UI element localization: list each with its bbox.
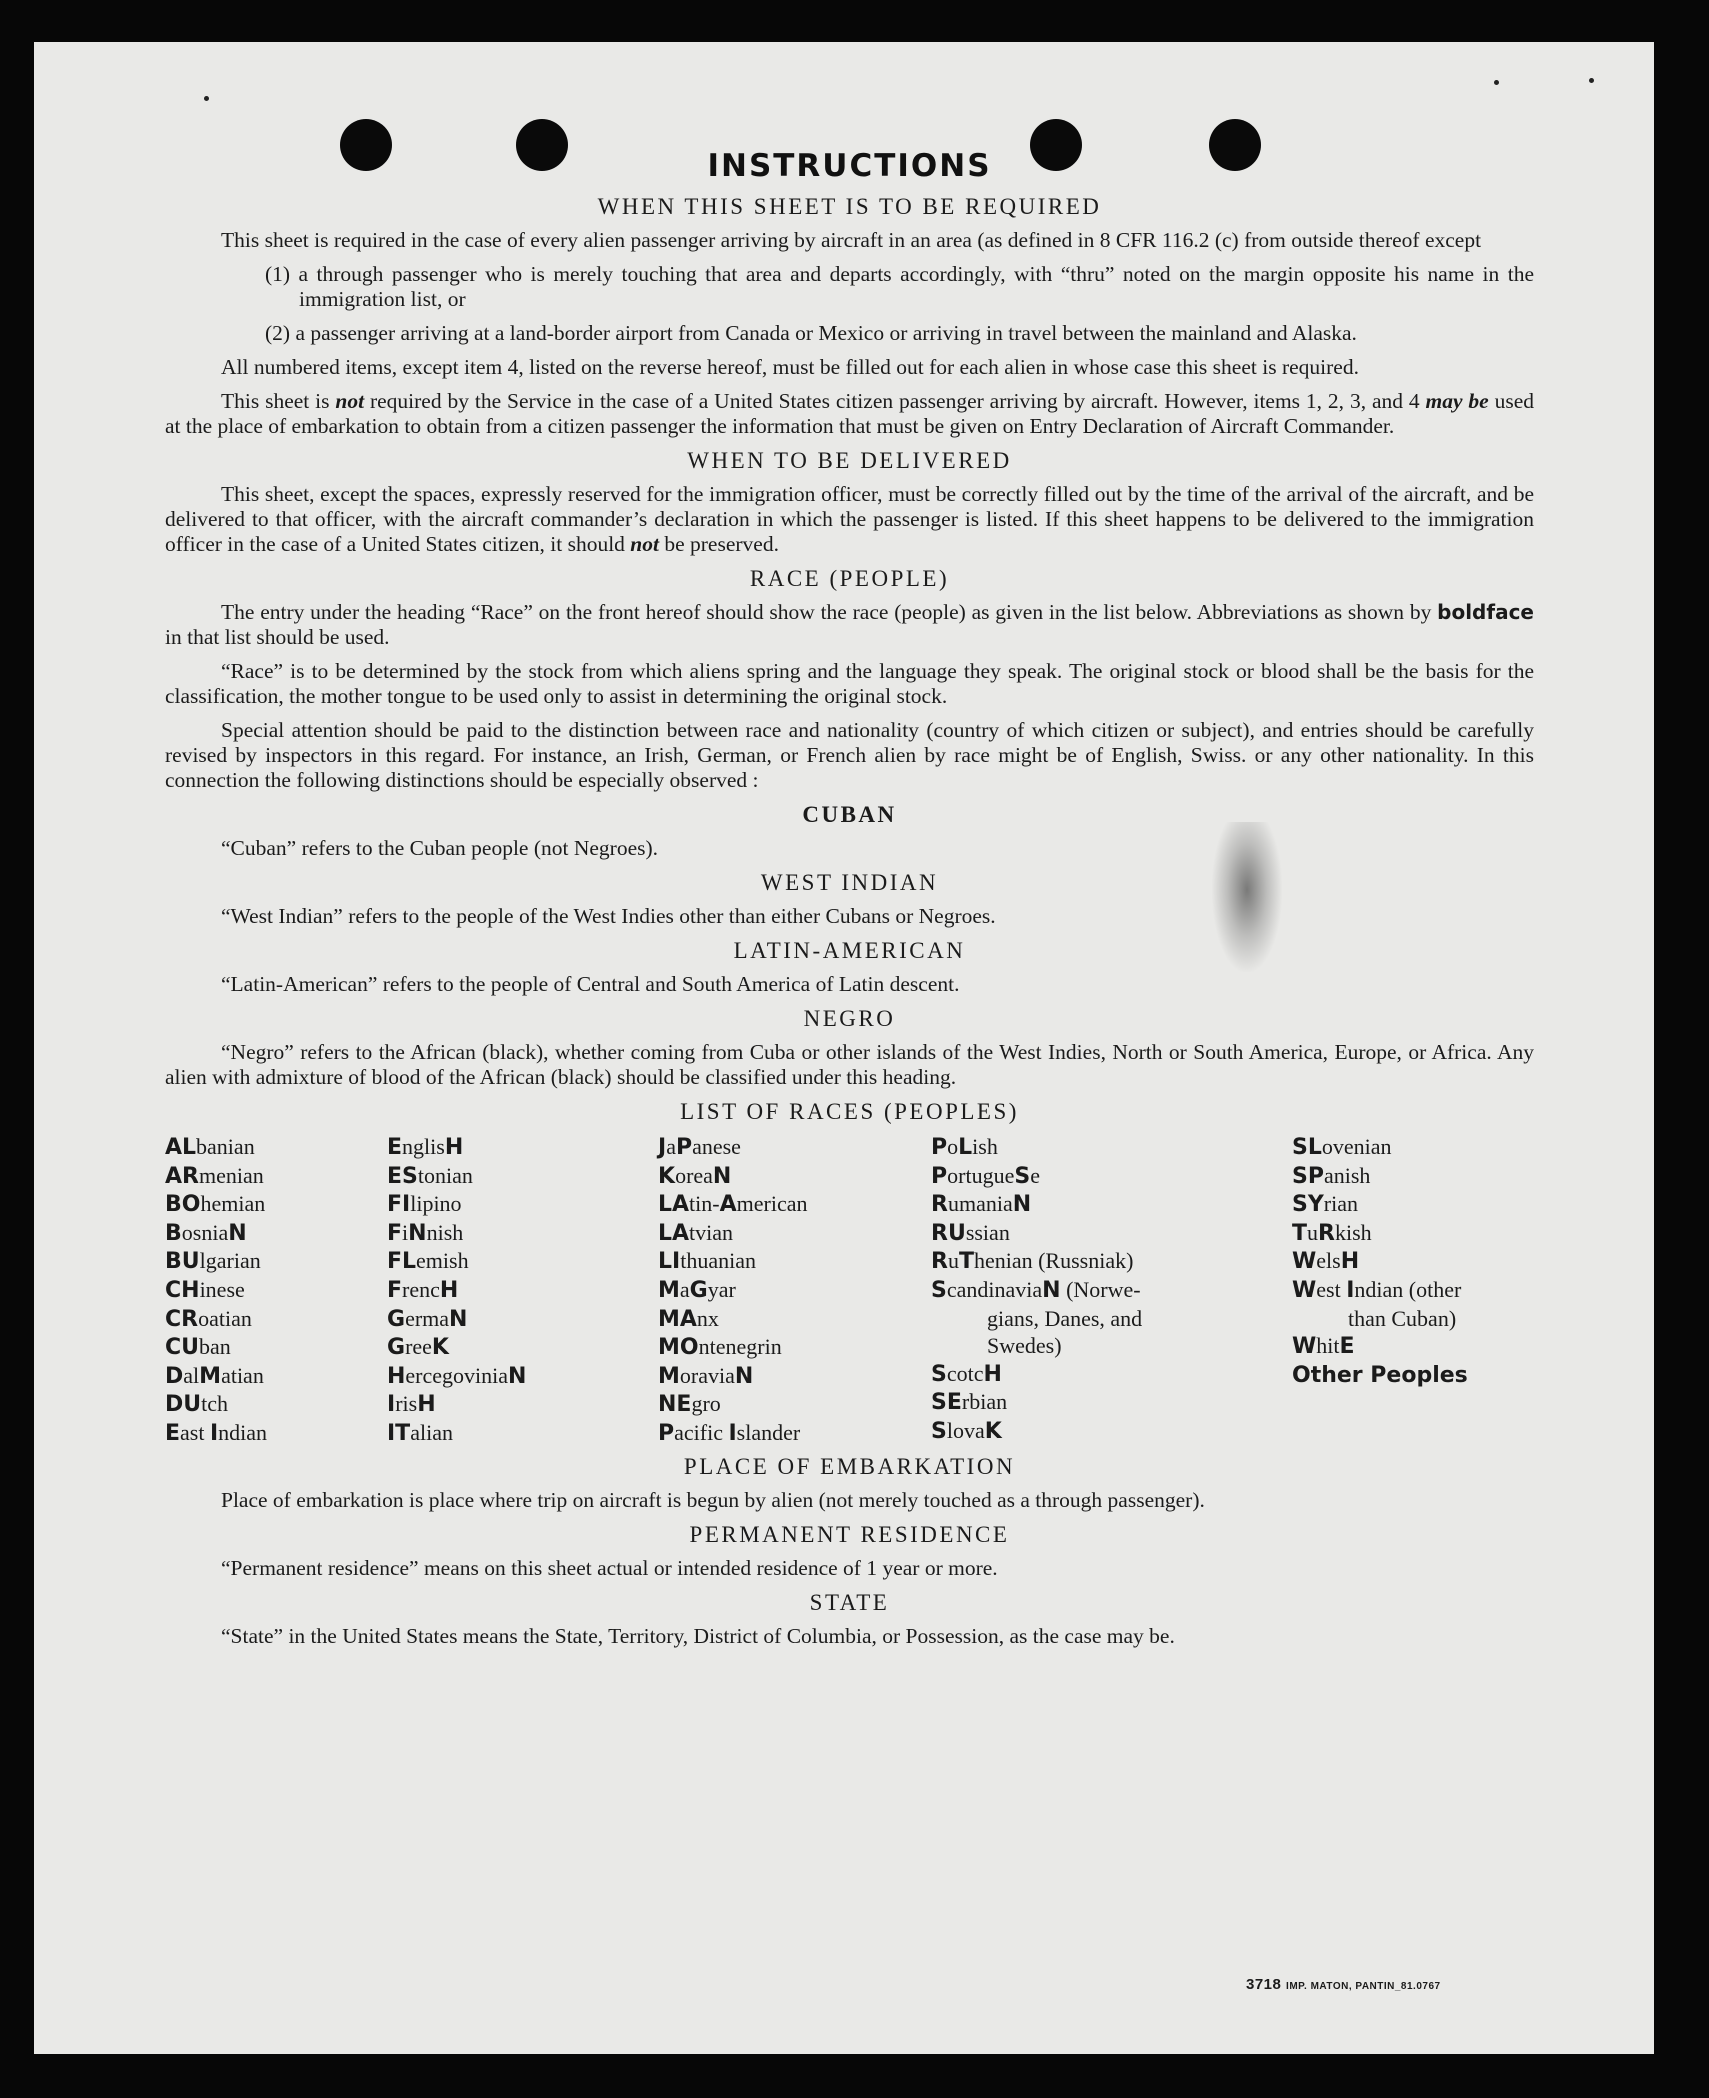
paragraph-west-indian: “West Indian” refers to the people of the West Indies other than either Cubans or Negroes. bbox=[221, 904, 996, 928]
race-entry: BOhemian bbox=[165, 1191, 266, 1218]
race-entry: FLemish bbox=[387, 1248, 469, 1275]
race-entry: ScandinaviaN (Norwe- gians, Danes, and Swedes) bbox=[931, 1276, 1143, 1359]
paragraph-race-nationality: Special attention should be paid to the distinction between race and nationality (country of which citizen or subject), and entries should be carefully revised by inspectors in this regard. For instance, an Irish, German, or French alien by race might be of English, Swiss. or any other nationality. In this connection the following distinctions should be especially observed : bbox=[165, 718, 1534, 792]
race-entry: GreeK bbox=[387, 1334, 449, 1361]
race-entry: SPanish bbox=[1292, 1162, 1371, 1189]
speck bbox=[1494, 80, 1499, 85]
race-entry: SErbian bbox=[931, 1389, 1008, 1416]
instructions-body bbox=[165, 104, 1534, 1658]
race-entry: MoraviaN bbox=[658, 1362, 754, 1389]
races-column-4 bbox=[931, 1133, 1221, 1446]
section-heading-negro: NEGRO bbox=[803, 1006, 896, 1031]
race-entry: CUban bbox=[165, 1334, 231, 1361]
race-entry: PortugueSe bbox=[931, 1162, 1040, 1189]
paragraph-residence: “Permanent residence” means on this sheet actual or intended residence of 1 year or more. bbox=[221, 1556, 998, 1580]
race-entry: LAtvian bbox=[658, 1219, 734, 1246]
section-heading-latin-american: LATIN-AMERICAN bbox=[733, 938, 966, 963]
race-entry: NEgro bbox=[658, 1391, 721, 1418]
race-entry: MAnx bbox=[658, 1305, 719, 1332]
race-entry: LIthuanian bbox=[658, 1248, 756, 1275]
race-entry: Pacific Islander bbox=[658, 1419, 801, 1446]
race-entry: JaPanese bbox=[658, 1134, 741, 1160]
race-entry: FIlipino bbox=[387, 1191, 462, 1218]
race-entry: ScotcH bbox=[931, 1360, 1002, 1387]
paragraph-delivered: This sheet, except the spaces, expressly reserved for the immigration officer, must be correctly filled out by the time of the arrival of the aircraft, and be delivered to that officer, with the aircraft commander’s declaration in which the passenger is listed. If this sheet happens to be delivered to the immigration officer in the case of a United States citizen, it should not be preserved. bbox=[165, 482, 1534, 556]
race-entry: KoreaN bbox=[658, 1162, 732, 1189]
section-heading-race: RACE (PEOPLE) bbox=[749, 566, 950, 591]
race-entry: RumaniaN bbox=[931, 1191, 1032, 1218]
race-entry: SlovaK bbox=[931, 1417, 1002, 1444]
exception-1: (1) a through passenger who is merely touching that area and departs accordingly, with “thru” noted on the margin opposite his name in the immigration list, or bbox=[265, 262, 1534, 311]
race-entry: CHinese bbox=[165, 1276, 245, 1303]
race-entry: MOntenegrin bbox=[658, 1334, 782, 1361]
race-entry: BUlgarian bbox=[165, 1248, 261, 1275]
race-entry: CRoatian bbox=[165, 1305, 252, 1332]
races-column-2 bbox=[387, 1133, 627, 1448]
race-entry: DalMatian bbox=[165, 1362, 264, 1389]
races-column-3 bbox=[658, 1133, 918, 1448]
paragraph-citizen: This sheet is not required by the Service in the case of a United States citizen passenger arriving by aircraft. However, items 1, 2, 3, and 4 may be used at the place of embarkation to obtain from a citizen passenger the information that must be given on Entry Declaration of Aircraft Commander. bbox=[165, 389, 1534, 438]
race-entry: EStonian bbox=[387, 1162, 473, 1189]
race-entry: EnglisH bbox=[387, 1134, 464, 1160]
race-entry: PoLish bbox=[931, 1134, 998, 1160]
race-entry: DUtch bbox=[165, 1391, 229, 1418]
race-entry: WelsH bbox=[1292, 1248, 1360, 1275]
speck bbox=[1589, 78, 1594, 83]
race-entry: RUssian bbox=[931, 1219, 1010, 1246]
paragraph-state: “State” in the United States means the State, Territory, District of Columbia, or Possession, as the case may be. bbox=[221, 1624, 1175, 1648]
races-column-5 bbox=[1292, 1133, 1552, 1389]
section-heading-when-delivered: WHEN TO BE DELIVERED bbox=[687, 448, 1012, 473]
race-entry: FrencH bbox=[387, 1276, 459, 1303]
races-column-1 bbox=[165, 1133, 375, 1448]
race-entry: TuRkish bbox=[1292, 1219, 1372, 1246]
printer-imprint: 3718 IMP. MATON, PANTIN_81.0767 bbox=[1246, 1976, 1441, 1993]
paragraph-cuban: “Cuban” refers to the Cuban people (not Negroes). bbox=[221, 836, 659, 860]
race-entry: GermaN bbox=[387, 1305, 468, 1332]
race-entry: BosniaN bbox=[165, 1219, 247, 1246]
speck bbox=[204, 96, 209, 101]
race-entry: IrisH bbox=[387, 1391, 436, 1418]
paragraph-embarkation: Place of embarkation is place where trip on aircraft is begun by alien (not merely touched as a through passenger). bbox=[221, 1488, 1205, 1512]
race-entry: East Indian bbox=[165, 1419, 268, 1446]
race-entry: Other Peoples bbox=[1292, 1362, 1468, 1388]
section-heading-west-indian: WEST INDIAN bbox=[760, 870, 939, 895]
race-entry: SYrian bbox=[1292, 1191, 1358, 1218]
paragraph-latin-american: “Latin-American” refers to the people of Central and South America of Latin descent. bbox=[221, 972, 960, 996]
paragraph-negro: “Negro” refers to the African (black), whether coming from Cuba or other islands of the West Indies, North or South America, Europe, or Africa. Any alien with admixture of blood of the African (black) should be classified under this heading. bbox=[165, 1040, 1534, 1089]
race-entry: ALbanian bbox=[165, 1134, 255, 1160]
race-entry: FiNnish bbox=[387, 1219, 464, 1246]
race-entry: MaGyar bbox=[658, 1276, 736, 1303]
section-heading-cuban: CUBAN bbox=[802, 802, 897, 827]
paragraph-race-stock: “Race” is to be determined by the stock from which aliens spring and the language they speak. The original stock or blood shall be the basis for the classification, the mother tongue to be used only to assist in determining the original stock. bbox=[165, 659, 1534, 708]
document-sheet bbox=[34, 42, 1654, 2054]
race-entry: HercegoviniaN bbox=[387, 1362, 527, 1389]
race-entry: LAtin-American bbox=[658, 1191, 808, 1218]
section-heading-residence: PERMANENT RESIDENCE bbox=[689, 1522, 1010, 1547]
section-heading-state: STATE bbox=[809, 1590, 890, 1615]
race-entry: ITalian bbox=[387, 1419, 453, 1446]
race-entry: WhitE bbox=[1292, 1333, 1355, 1360]
races-list bbox=[165, 1133, 1534, 1445]
section-heading-list-of-races: LIST OF RACES (PEOPLES) bbox=[680, 1099, 1019, 1124]
paragraph-numbered-items: All numbered items, except item 4, listed on the reverse hereof, must be filled out for each alien in whose case this sheet is required. bbox=[221, 355, 1359, 379]
page-title: INSTRUCTIONS bbox=[707, 148, 992, 184]
exception-2: (2) a passenger arriving at a land-border airport from Canada or Mexico or arriving in travel between the mainland and Alaska. bbox=[265, 321, 1357, 345]
race-entry: RuThenian (Russniak) bbox=[931, 1248, 1134, 1275]
paragraph-race-entry: The entry under the heading “Race” on the front hereof should show the race (people) as given in the list below. Abbreviations as shown by boldface in that list should be used. bbox=[165, 600, 1534, 649]
paragraph-required-intro: This sheet is required in the case of every alien passenger arriving by aircraft in an area (as defined in 8 CFR 116.2 (c) from outside thereof except bbox=[221, 228, 1482, 252]
section-heading-when-required: WHEN THIS SHEET IS TO BE REQUIRED bbox=[597, 194, 1102, 219]
section-heading-embarkation: PLACE OF EMBARKATION bbox=[683, 1454, 1016, 1479]
race-entry: ARmenian bbox=[165, 1162, 264, 1189]
race-entry: West Indian (other than Cuban) bbox=[1292, 1276, 1462, 1331]
race-entry: SLovenian bbox=[1292, 1134, 1392, 1160]
